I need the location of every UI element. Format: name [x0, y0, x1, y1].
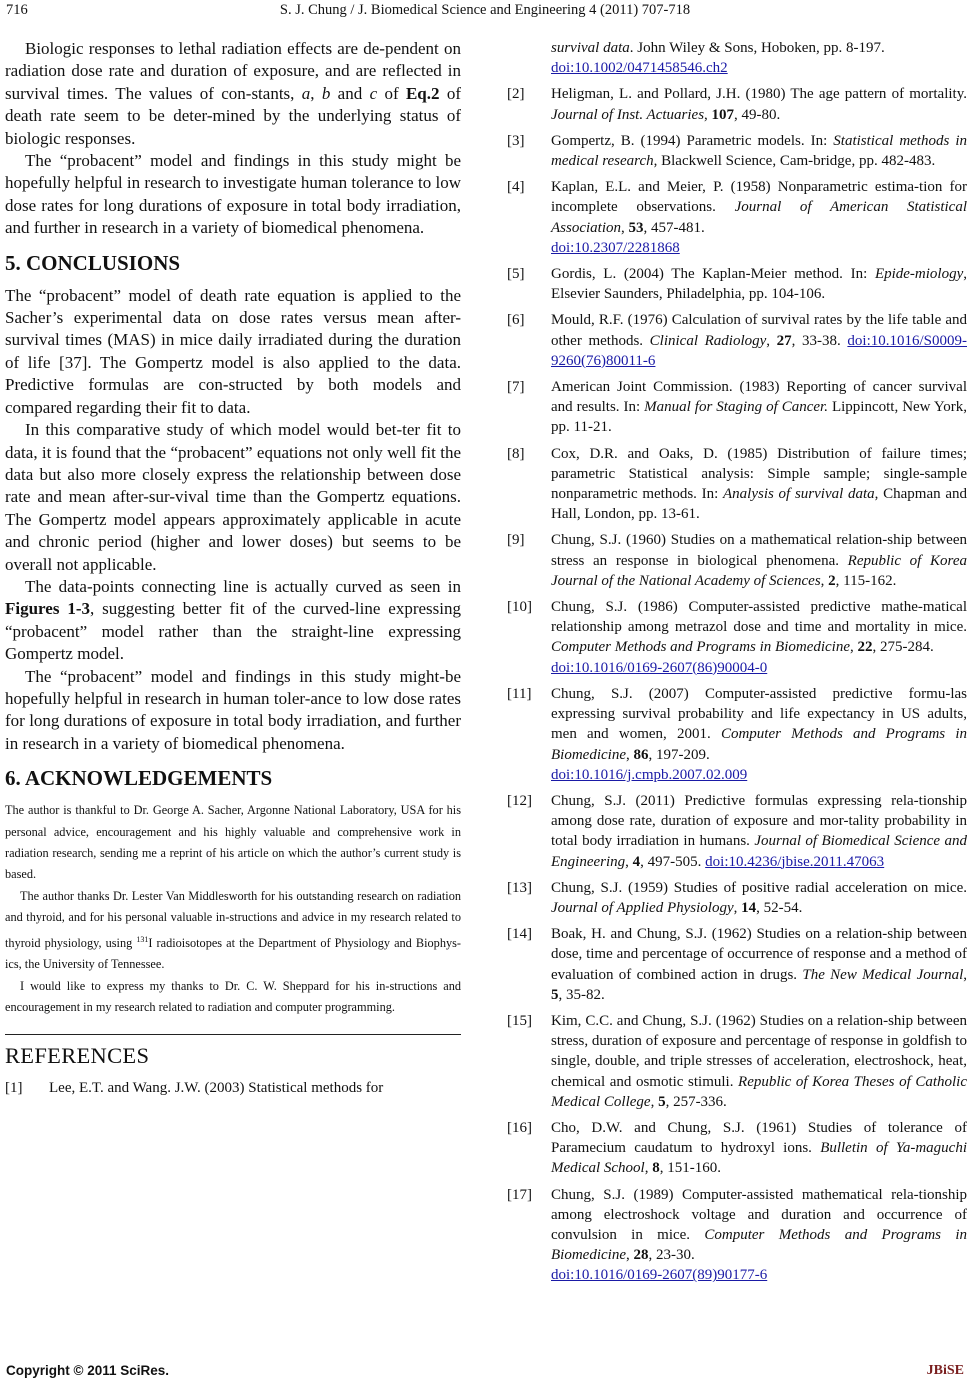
reference-item: [16] Cho, D.W. and Chung, S.J. (1961) Studies of tolerance of Paramecium caudatum to hydroxyl ions. Bulletin of Ya-maguchi Medical School, 8, 151-160. — [507, 1119, 967, 1177]
reference-item-1: [1] Lee, E.T. and Wang. J.W. (2003) Statistical methods for — [5, 1080, 384, 1097]
running-title: S. J. Chung / J. Biomedical Science and Engineering 4 (2011) 707-718 — [279, 2, 691, 18]
ack-paragraph-sacher: The author is thankful to Dr. George A. Sacher, Argonne National Laboratory, USA for his personal advice, encouragement and his highly valuable and comprehensive work in radiation research, sending me a reprint of his article on which the author’s current study is based. — [5, 803, 461, 882]
left-column — [5, 38, 461, 1331]
reference-item: [9] Chung, S.J. (1960) Studies on a mathematical relation-ship between stress an response in biological phenomena. Republic of Korea Journal of the National Academy of Sciences, 2, 115-162. — [507, 532, 967, 589]
doi-link[interactable]: doi:10.1016/0169-2607(86)90004-0 — [551, 659, 768, 676]
doi-link[interactable]: doi:10.1016/j.cmpb.2007.02.009 — [551, 766, 748, 783]
copyright-notice: Copyright © 2011 SciRes. — [6, 1363, 170, 1378]
doi-link[interactable]: doi:10.1016/S0009-9260(76)80011-6 — [551, 332, 967, 369]
reference-item: [4] Kaplan, E.L. and Meier, P. (1958) Nonparametric estima-tion for incomplete observations. Journal of American Statistical Association, 53, 457-481. doi:10.2307/2281868 — [507, 177, 967, 258]
doi-link[interactable]: doi:10.1002/0471458546.ch2 — [551, 60, 728, 77]
doi-link[interactable]: doi:10.4236/jbise.2011.47063 — [705, 853, 885, 870]
reference-item: [15] Kim, C.C. and Chung, S.J. (1962) Studies on a relation-ship between stress, duration of exposure and percentage of response in goldfish to single, double, and triple stresses of acceleration, electroshock, heat, chemical and osmotic stimuli. Republic of Korea Theses of Catholic Medical College, 5, 257-336. — [507, 1012, 967, 1110]
reference-item: [7] American Joint Commission. (1983) Reporting of cancer survival and results. In: Manual for Staging of Cancer. Lippincott, New York, pp. 11-21. — [507, 379, 967, 436]
paragraph-probacent-helpful: The “probacent” model and findings in this study might be hopefully helpful in research to investigate human tolerance to low dose rates for long durations of exposure in total body irradiation, and further in research in a variety of biomedical phenomena. — [5, 151, 461, 238]
ack-paragraph-sheppard: I would like to express my thanks to Dr. C. W. Sheppard for his in-structions and encouragement in my research related to radiation and computer programming. — [5, 978, 461, 1014]
page-header — [6, 0, 964, 20]
paragraph-findings: The “probacent” model and findings in this study might-be hopefully helpful in research in human toler-ance to low dose rates for long durations of exposure in total body irradiation, and further in research in a variety of biomedical phenomena. — [5, 666, 461, 753]
paragraph-curved-line: The data-points connecting line is actually curved as seen in Figures 1-3, suggesting better fit of the curved-line expressing “probacent” model rather than the straight-line expressing Gompertz model. — [5, 576, 461, 664]
doi-link[interactable]: doi:10.1016/0169-2607(89)90177-6 — [551, 1267, 768, 1284]
section-heading-references: REFERENCES — [5, 1043, 150, 1069]
paragraph-comparative-study: In this comparative study of which model would bet-ter fit to data, it is found that the “probacent” equations not only well fit the data but also more closely express the relationship between dose rate and mean after-sur-vival time than the Gompertz equations. The Gompertz model appears approximately applicable in acute and chronic period (higher and lower doses) but seems to be overall not applicable. — [5, 420, 461, 574]
doi-link[interactable]: doi:10.2307/2281868 — [551, 239, 680, 256]
page-footer — [6, 1363, 964, 1383]
reference-item: [8] Cox, D.R. and Oaks, D. (1985) Distribution of failure times; parametric Statistical analysis: Simple sample; single-sample nonparametric methods. In: Analysis of survival data, Chapman and Hall, London, pp. 13-61. — [507, 445, 967, 523]
section-heading-acknowledgements: 6. ACKNOWLEDGEMENTS — [5, 766, 273, 791]
reference-item: [13] Chung, S.J. (1959) Studies of positive radial acceleration on mice. Journal of Applied Physiology, 14, 52-54. — [507, 879, 967, 916]
page-number: 716 — [6, 2, 28, 18]
paragraph-conclusions-intro: The “probacent” model of death rate equation is applied to the Sacher’s experimental data on dose rates versus mean after-survival times (MAS) in mice daily irradiated during the duration of life [37]. The Gompertz model is also applied to the data. Predictive formulas are con-structed by both models and compared regarding their fit to data. — [5, 285, 461, 417]
reference-item: [14] Boak, H. and Chung, S.J. (1962) Studies on a relation-ship between dose, time and percentage of occurrence of response and a method of evaluation of combined action in drugs. The New Medical Journal, 5, 35-82. — [507, 926, 967, 1003]
reference-item: survival data. John Wiley & Sons, Hoboken, pp. 8-197. doi:10.1002/0471458546.ch2 — [507, 38, 967, 78]
reference-item: [6] Mould, R.F. (1976) Calculation of survival rates by the life table and other methods. Clinical Radiology, 27, 33-38. doi:10.1016/S0009-9260(76)80011-6 — [507, 312, 967, 369]
section-divider — [5, 1034, 461, 1035]
reference-item: [17] Chung, S.J. (1989) Computer-assisted mathematical rela-tionship among electroshock voltage and duration and occurrence of convulsion in mice. Computer Methods and Programs in Biomedicine, 28, 23-30. doi:10.1016/0169-2607(89)90177-6 — [507, 1185, 967, 1286]
reference-item: [5] Gordis, L. (2004) The Kaplan-Meier method. In: Epide-miology, Elsevier Saunders, Philadelphia, pp. 104-106. — [507, 266, 967, 303]
section-heading-conclusions: 5. CONCLUSIONS — [5, 250, 181, 275]
paragraph-biologic-responses: Biologic responses to lethal radiation effects are de-pendent on radiation dose rate and duration of exposure, and are reflected in survival times. The values of con-stants, a, b and c of Eq.2 of death rate seem to be deter-mined by the underlying status of biologic responses. — [5, 39, 461, 148]
reference-item: [2] Heligman, L. and Pollard, J.H. (1980) The age pattern of mortality. Journal of Inst. Actuaries, 107, 49-80. — [507, 86, 967, 123]
journal-mark: JBiSE — [926, 1363, 964, 1378]
reference-item: [10] Chung, S.J. (1986) Computer-assisted predictive mathe-matical relationship among metrazol dose and time and mortality in mice. Computer Methods and Programs in Biomedicine, 22, 275-284. doi:10.1016/0169-2607(86)90004-0 — [507, 597, 967, 678]
right-column — [507, 38, 967, 1331]
reference-item: [11] Chung, S.J. (2007) Computer-assisted predictive formu-las expressing survival probability and life expectancy in US adults, men and women, 2001. Computer Methods and Programs in Biomedicine, 86, 197-209. doi:10.1016/j.cmpb.2007.02.009 — [507, 684, 967, 785]
reference-item: [12] Chung, S.J. (2011) Predictive formulas expressing rela-tionship among dose rate, duration of exposure and mor-tality probability in total body irradiation in humans. Journal of Biomedical Science and Engineering, 4, 497-505. doi:10.4236/jbise.2011.47063 — [507, 792, 967, 870]
ack-paragraph-middlesworth: The author thanks Dr. Lester Van Middlesworth for his outstanding research on radiation and thyroid, and for his personal valuable in-structions and advice in my research related to thyroid physiology, using $^{131}$I radioisotopes at the Department of Physiology and Biophys-ics, the University of Tennessee. — [5, 888, 461, 972]
reference-item: [3] Gompertz, B. (1994) Parametric models. In: Statistical methods in medical research, Blackwell Science, Cam-bridge, pp. 482-483. — [507, 132, 967, 170]
